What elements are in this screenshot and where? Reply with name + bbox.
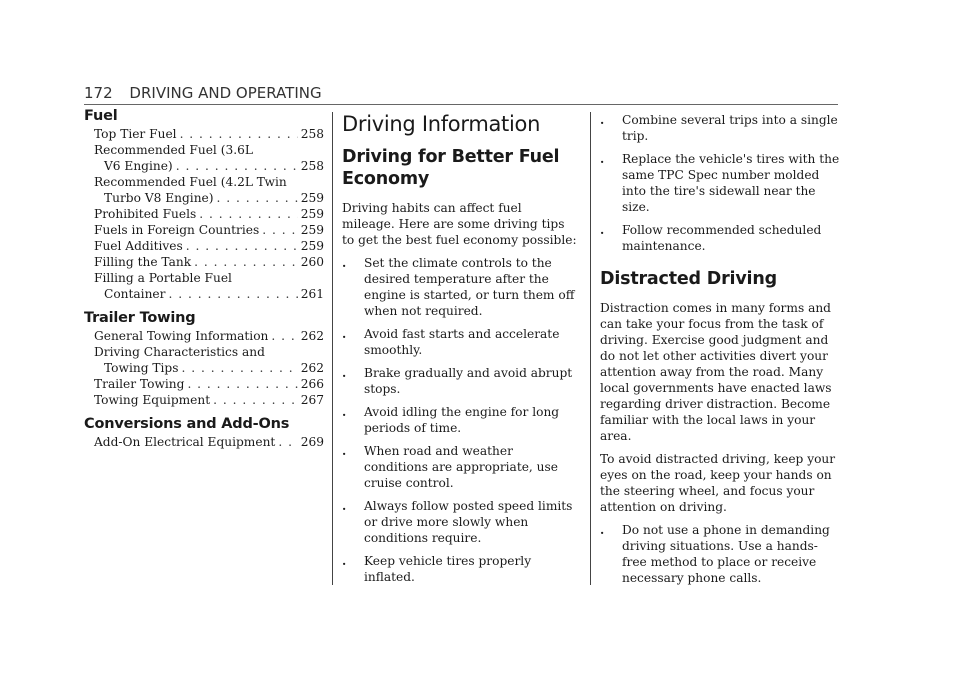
section-title: DRIVING AND OPERATING [129,84,322,102]
toc-heading-trailer-towing: Trailer Towing [84,310,196,326]
toc-entry-page: 266 [300,377,324,391]
toc-entry-title: Filling a Portable Fuel [94,271,232,285]
toc-entry-page: 259 [300,207,324,221]
section-heading-fuel-economy [342,146,578,190]
content-column-2 [342,108,578,592]
list-item-text: Keep vehicle tires properly inflated. [364,554,532,584]
bullet-icon: . [342,499,347,513]
heading-line: Economy [342,169,430,189]
toc-entry-page: 258 [300,159,324,173]
bullet-icon: . [600,152,605,166]
toc-entry-title: Towing Tips [104,361,179,375]
toc-entry[interactable] [84,270,324,302]
header-rule [84,104,838,105]
list-item [600,112,840,144]
toc-entry-title: Recommended Fuel (3.6L [94,143,253,157]
list-item [600,222,840,254]
toc-entry-title: Turbo V8 Engine) [104,191,214,205]
bullet-icon: . [342,444,347,458]
bullet-icon: . [342,554,347,568]
toc-entry[interactable] [84,392,324,408]
toc-entry-title: Top Tier Fuel [94,127,177,141]
toc-entry-title: Add-On Electrical Equipment [94,435,276,449]
column-divider [332,112,333,585]
list-item-text: Always follow posted speed limits or drive more slowly when conditions require. [364,499,573,545]
toc-entry-title: Driving Characteristics and [94,345,265,359]
toc-entry-page: 259 [300,191,324,205]
toc-entry-page: 262 [300,361,324,375]
list-item [342,365,578,397]
heading-line: Driving for Better Fuel [342,147,560,167]
bullet-icon: . [342,366,347,380]
list-item [342,498,578,546]
page-number: 172 [84,84,113,102]
list-item-text: When road and weather conditions are appropriate, use cruise control. [364,444,559,490]
list-item-text: Replace the vehicle's tires with the same TPC Spec number molded into the tire's sidewall near the size. [622,152,840,214]
toc-entry[interactable] [84,344,324,376]
bullet-icon: . [600,113,605,127]
column-divider [590,112,591,585]
chapter-title: Driving Information [342,112,541,136]
paragraph: To avoid distracted driving, keep your eyes on the road, keep your hands on the steering wheel, and focus your attention on driving. [600,452,836,514]
toc-entry[interactable] [84,126,324,142]
toc-entry-title: Fuels in Foreign Countries [94,223,260,237]
content-column-3 [600,112,840,593]
toc-entry[interactable] [84,174,324,206]
toc-entry-page: 259 [300,223,324,237]
toc-entry-title: Filling the Tank [94,255,192,269]
toc-entry[interactable] [84,238,324,254]
list-item [342,255,578,319]
toc-entry[interactable] [84,328,324,344]
list-item-text: Follow recommended scheduled maintenance. [622,223,822,253]
toc-entry-title: V6 Engine) [104,159,173,173]
bullet-icon: . [342,405,347,419]
paragraph: Distraction comes in many forms and can take your focus from the task of driving. Exercise good judgment and do not let other activities divert your attention away from the road. Many local governments have enacted laws regarding driver distraction. Become familiar with the local laws in your area. [600,301,832,443]
toc-column [84,108,324,450]
list-item [342,404,578,436]
toc-entry[interactable] [84,206,324,222]
toc-entry-page: 261 [300,287,324,301]
list-item-text: Brake gradually and avoid abrupt stops. [364,366,573,396]
toc-entry-title: Towing Equipment [94,393,211,407]
toc-entry-title: Recommended Fuel (4.2L Twin [94,175,287,189]
list-item [342,553,578,585]
toc-entry-title: Prohibited Fuels [94,207,197,221]
toc-entry-page: 267 [300,393,324,407]
list-item [600,151,840,215]
bullet-icon: . [342,256,347,270]
toc-entry[interactable] [84,254,324,270]
toc-entry[interactable] [84,142,324,174]
toc-entry-title: Container [104,287,166,301]
toc-entry[interactable] [84,434,324,450]
list-item-text: Combine several trips into a single trip. [622,113,838,143]
list-item-text: Set the climate controls to the desired temperature after the engine is started, or turn them off when not required. [364,256,575,318]
toc-entry[interactable] [84,376,324,392]
list-item-text: Do not use a phone in demanding driving situations. Use a hands-free method to place or receive necessary phone calls. [622,523,830,585]
section-heading-distracted-driving: Distracted Driving [600,269,777,289]
list-item [342,326,578,358]
list-item-text: Avoid idling the engine for long periods of time. [364,405,560,435]
page-header [84,84,322,106]
toc-heading-fuel: Fuel [84,108,118,124]
toc-entry-title: General Towing Information [94,329,269,343]
toc-entry-page: 269 [300,435,324,449]
bullet-icon: . [600,223,605,237]
toc-entry-title: Fuel Additives [94,239,183,253]
paragraph: Driving habits can affect fuel mileage. Here are some driving tips to get the best fuel economy possible: [342,201,577,247]
toc-entry-page: 259 [300,239,324,253]
bullet-icon: . [342,327,347,341]
list-item [600,522,840,586]
toc-entry-page: 260 [300,255,324,269]
toc-heading-conversions: Conversions and Add-Ons [84,416,290,432]
toc-entry-page: 258 [300,127,324,141]
toc-entry-title: Trailer Towing [94,377,185,391]
bullet-icon: . [600,523,605,537]
list-item [342,443,578,491]
toc-entry-page: 262 [300,329,324,343]
toc-entry[interactable] [84,222,324,238]
list-item-text: Avoid fast starts and accelerate smoothly. [364,327,560,357]
